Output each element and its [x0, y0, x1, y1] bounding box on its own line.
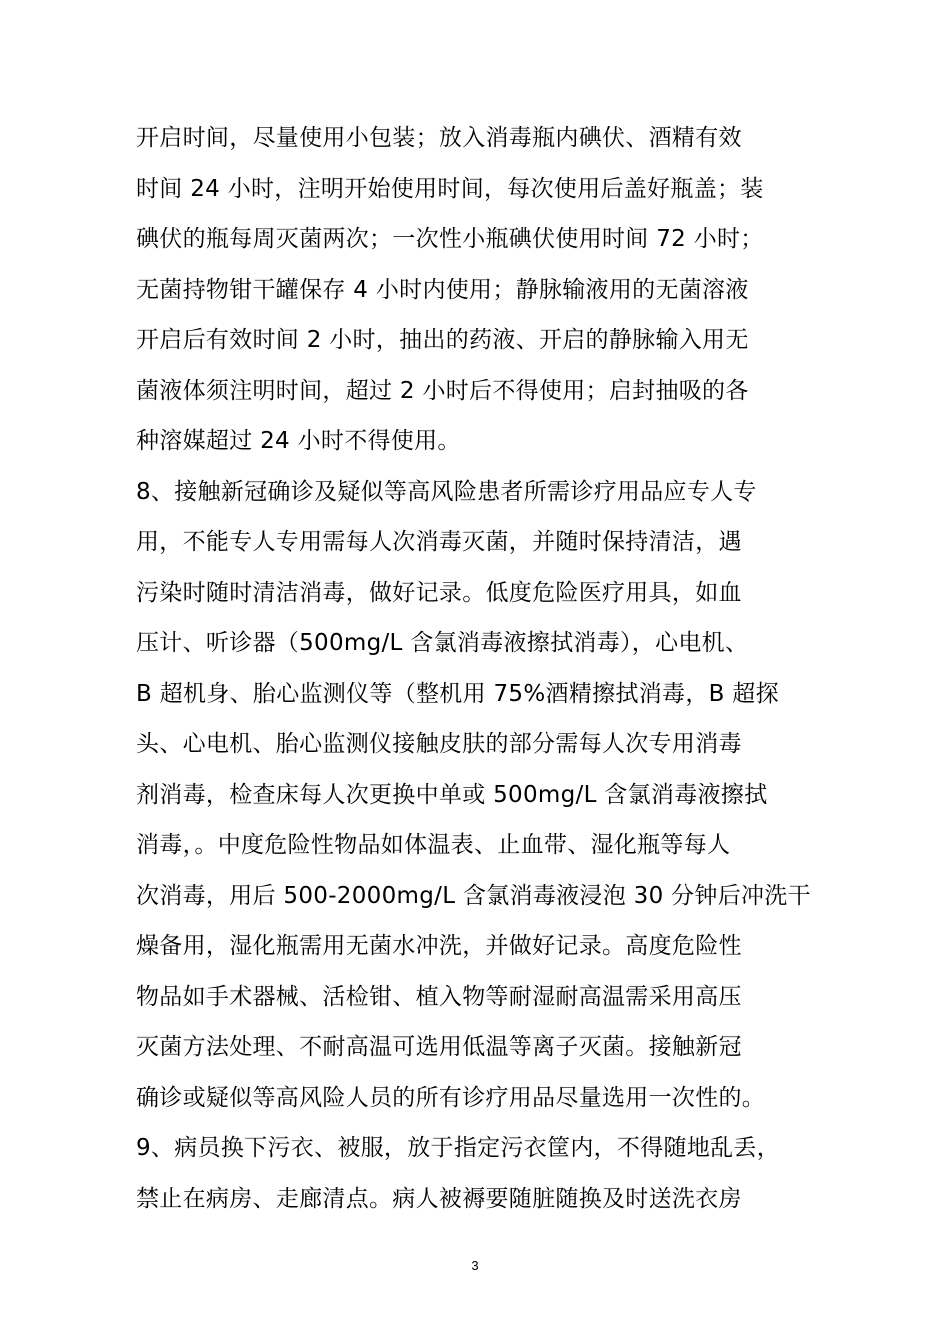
text-line: 压计、听诊器（500mg/L 含氯消毒液擦拭消毒），心电机、 — [136, 630, 749, 656]
text-line: B 超机身、胎心监测仪等（整机用 75%酒精擦拭消毒，B 超探 — [136, 680, 779, 707]
text-line: 禁止在病房、走廊清点。病人被褥要随脏随换及时送洗衣房 — [136, 1185, 742, 1212]
text-line: 菌液体须注明时间，超过 2 小时后不得使用；启封抽吸的各 — [136, 377, 749, 404]
text-line: 灭菌方法处理、不耐高温可选用低温等离子灭菌。接触新冠 — [136, 1034, 742, 1060]
text-line: 时间 24 小时，注明开始使用时间，每次使用后盖好瓶盖；装 — [136, 175, 764, 202]
text-line: 污染时随时清洁消毒，做好记录。低度危险医疗用具，如血 — [136, 579, 742, 606]
page-number: 3 — [471, 1258, 479, 1273]
text-line: 物品如手术器械、活检钳、植入物等耐湿耐高温需采用高压 — [136, 983, 742, 1010]
text-line: 消毒，。中度危险性物品如体温表、止血带、湿化瓶等每人 — [136, 832, 731, 858]
text-line: 燥备用，湿化瓶需用无菌水冲洗，并做好记录。高度危险性 — [136, 933, 742, 959]
text-line: 9、病员换下污衣、被服，放于指定污衣筐内，不得随地乱丢， — [136, 1135, 781, 1161]
text-line: 无菌持物钳干罐保存 4 小时内使用；静脉输液用的无菌溶液 — [136, 276, 749, 303]
text-line: 确诊或疑似等高风险人员的所有诊疗用品尽量选用一次性的。 — [136, 1084, 766, 1111]
text-line: 头、心电机、胎心监测仪接触皮肤的部分需每人次专用消毒 — [136, 731, 742, 757]
body-text — [136, 113, 836, 1224]
text-line: 碘伏的瓶每周灭菌两次；一次性小瓶碘伏使用时间 72 小时； — [136, 226, 764, 252]
text-line: 用，不能专人专用需每人次消毒灭菌，并随时保持清洁，遇 — [136, 529, 742, 555]
text-line: 次消毒，用后 500-2000mg/L 含氯消毒液浸泡 30 分钟后冲洗干 — [136, 882, 811, 909]
text-line: 开启后有效时间 2 小时，抽出的药液、开启的静脉输入用无 — [136, 327, 749, 353]
text-line: 种溶媒超过 24 小时不得使用。 — [136, 428, 461, 454]
text-line: 8、接触新冠确诊及疑似等高风险患者所需诊疗用品应专人专 — [136, 478, 757, 505]
text-line: 开启时间，尽量使用小包装；放入消毒瓶内碘伏、酒精有效 — [136, 125, 742, 151]
text-line: 剂消毒，检查床每人次更换中单或 500mg/L 含氯消毒液擦拭 — [136, 781, 768, 808]
